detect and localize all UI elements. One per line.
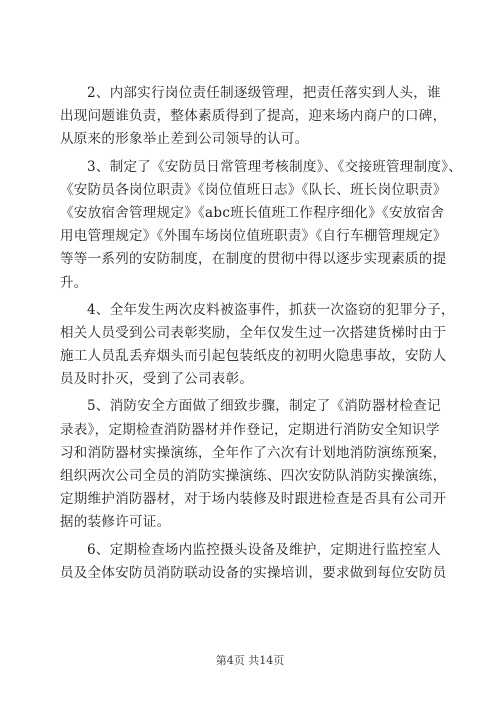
- paragraph-line: 定期维护消防器材，对于场内装修及时跟进检查是否具有公司开: [60, 491, 447, 508]
- paragraph-2: [60, 82, 450, 152]
- paragraph-4: [60, 299, 455, 392]
- paragraph-line: 2、内部实行岗位责任制逐级管理，把责任落实到人头，谁: [87, 85, 441, 101]
- page-number: 第4页 共14页: [215, 654, 285, 667]
- paragraph-line: 《安放宿舍管理规定》《abc班长值班工作程序细化》《安放宿舍: [60, 204, 445, 221]
- paragraph-line: 4、全年发生两次皮料被盗事件，抓获一次盗窃的犯罪分子，: [87, 301, 455, 318]
- paragraph-line: 施工人员乱丢弃烟头而引起包装纸皮的初明火隐患事故，安防人: [60, 348, 447, 365]
- paragraph-line: 员及时扑灭，受到了公司表彰。: [60, 371, 254, 388]
- paragraph-line: 3、制定了《安防员日常管理考核制度》、《交接班管理制度》、: [87, 158, 463, 175]
- paragraph-line: 习和消防器材实操演练，全年作了六次有计划地消防演练预案，: [60, 444, 447, 461]
- paragraph-line: 出现问题谁负责，整体素质得到了提高，迎来场内商户的口碑，: [60, 108, 447, 125]
- paragraph-line: 用电管理规定》《外围车场岗位值班职责》《自行车棚管理规定》: [60, 228, 447, 245]
- paragraph-line: 组织两次公司全员的消防实操演练、四次安防队消防实操演练，: [60, 468, 447, 484]
- paragraph-line: 6、定期检查场内监控摄头设备及维护，定期进行监控室人: [87, 541, 441, 558]
- paragraph-line: 相关人员受到公司表彰奖励，全年仅发生过一次搭建货梯时由于: [60, 324, 447, 341]
- paragraph-line: 《安防员各岗位职责》《岗位值班日志》《队长、班长岗位职责》: [60, 181, 447, 198]
- paragraph-3: [60, 156, 463, 295]
- paragraph-line: 等等一系列的安防制度，在制度的贯彻中得以逐步实现素质的提: [60, 251, 447, 268]
- paragraph-line: 据的装修许可证。: [60, 514, 171, 531]
- paragraph-line: 升。: [60, 274, 88, 291]
- page-footer: [0, 652, 500, 668]
- paragraph-line: 从原来的形象举止差到公司领导的认可。: [60, 131, 309, 148]
- paragraph-6: [60, 539, 450, 585]
- paragraph-line: 5、消防安全方面做了细致步骤，制定了《消防器材检查记: [87, 398, 441, 415]
- paragraph-line: 录表》，定期检查消防器材并作登记，定期进行消防安全知识学: [60, 421, 440, 438]
- document-body: [60, 82, 463, 589]
- paragraph-line: 员及全体安防员消防联动设备的实操培训，要求做到每位安防员: [60, 564, 447, 581]
- paragraph-5: [60, 395, 450, 534]
